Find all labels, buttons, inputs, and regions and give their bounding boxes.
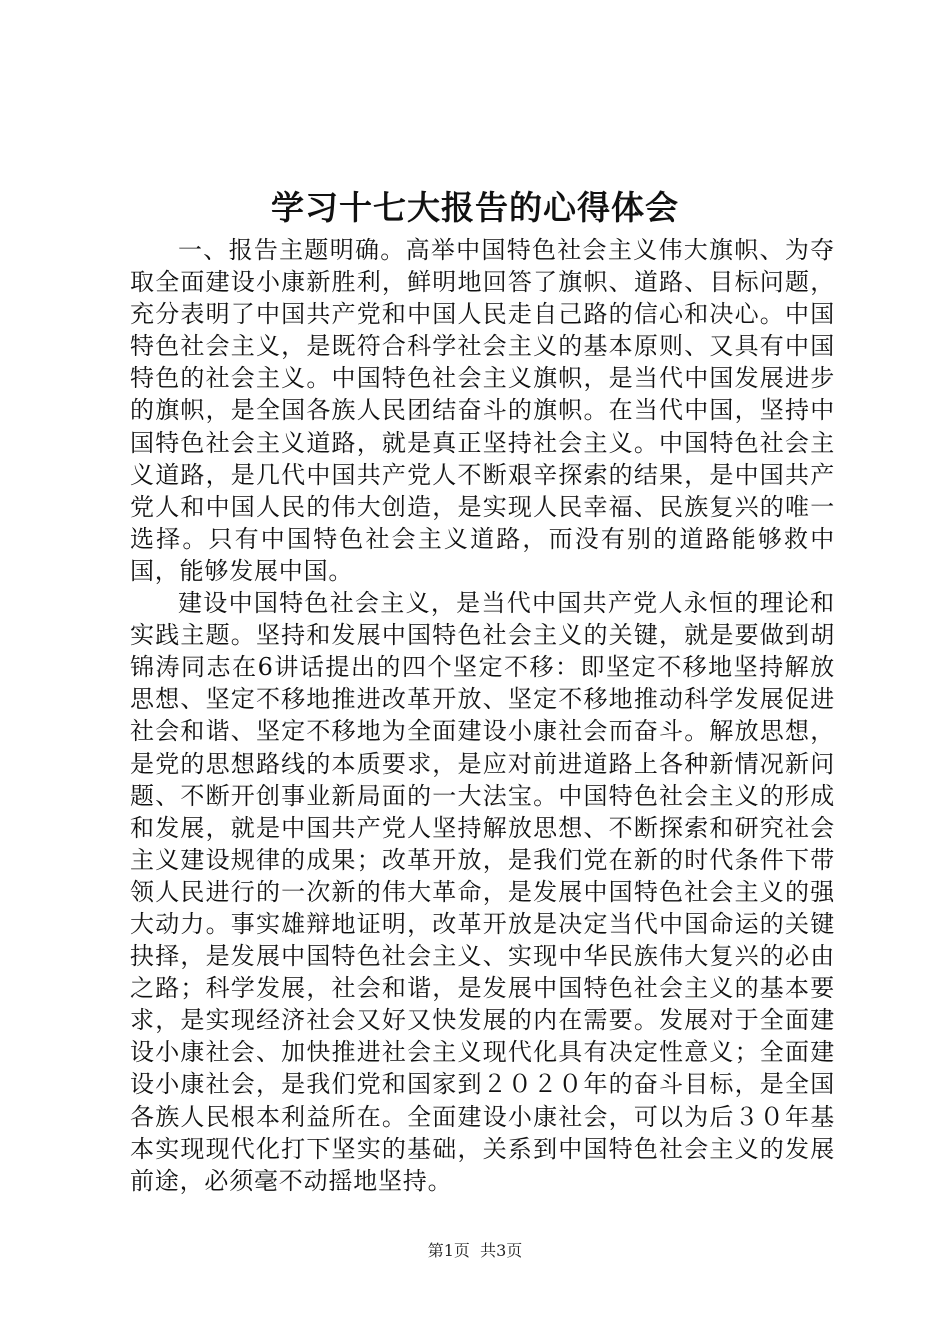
document-title: 学习十七大报告的心得体会 [271, 188, 679, 227]
paragraph-2: 建设中国特色社会主义，是当代中国共产党人永恒的理论和实践主题。坚持和发展中国特色社会主义的关键，就是要做到胡锦涛同志在6讲话提出的四个坚定不移：即坚定不移地坚持解放思想、坚定不移地推进改革开放、坚定不移地推动科学发展促进社会和谐、坚定不移地为全面建设小康社会而奋斗。解放思想，是党的思想路线的本质要求，是应对前进道路上各种新情况新问题、不断开创事业新局面的一大法宝。中国特色社会主义的形成和发展，就是中国共产党人坚持解放思想、不断探索和研究社会主义建设规律的成果；改革开放，是我们党在新的时代条件下带领人民进行的一次新的伟大革命，是发展中国特色社会主义的强大动力。事实雄辩地证明，改革开放是决定当代中国命运的关键抉择，是发展中国特色社会主义、实现中华民族伟大复兴的必由之路；科学发展，社会和谐，是发展中国特色社会主义的基本要求，是实现经济社会又好又快发展的内在需要。发展对于全面建设小康社会、加快推进社会主义现代化具有决定性意义；全面建设小康社会，是我们党和国家到２０２０年的奋斗目标，是全国各族人民根本利益所在。全面建设小康社会，可以为后３０年基本实现现代化打下坚实的基础，关系到中国特色社会主义的发展前途，必须毫不动摇地坚持。 [130, 589, 835, 1195]
page-footer [0, 1241, 950, 1261]
paragraph-1: 一、报告主题明确。高举中国特色社会主义伟大旗帜、为夺取全面建设小康新胜利，鲜明地回答了旗帜、道路、目标问题，充分表明了中国共产党和中国人民走自己路的信心和决心。中国特色社会主义，是既符合科学社会主义的基本原则、又具有中国特色的社会主义。中国特色社会主义旗帜，是当代中国发展进步的旗帜，是全国各族人民团结奋斗的旗帜。在当代中国，坚持中国特色社会主义道路，就是真正坚持社会主义。中国特色社会主义道路，是几代中国共产党人不断艰辛探索的结果，是中国共产党人和中国人民的伟大创造，是实现人民幸福、民族复兴的唯一选择。只有中国特色社会主义道路，而没有别的道路能够救中国，能够发展中国。 [130, 236, 835, 585]
document-body [130, 234, 835, 1197]
page-number-label: 第1页 共3页 [427, 1241, 523, 1260]
